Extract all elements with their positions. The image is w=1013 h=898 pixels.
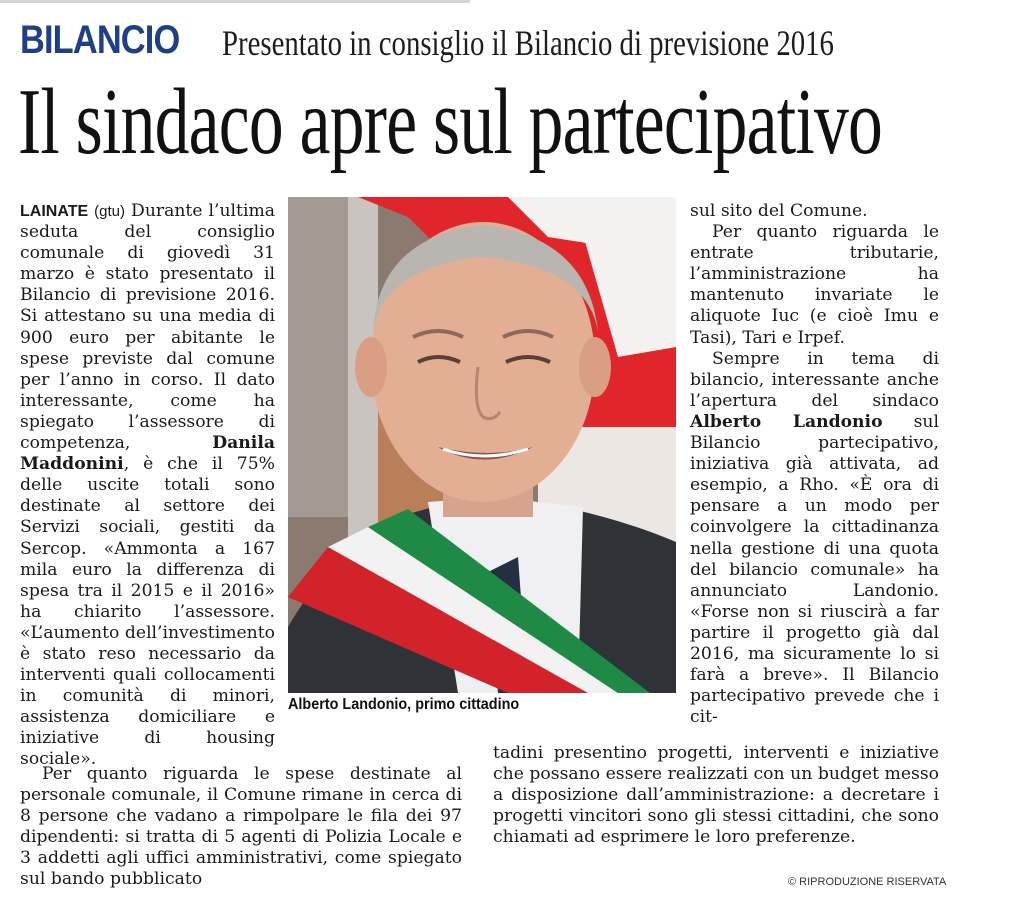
photo-caption: Alberto Landonio, primo cittadino	[288, 696, 520, 713]
column-2-lower	[493, 743, 939, 848]
paragraph-1-text: Durante l’ultima seduta del consiglio comunale di giovedì 31 marzo è stato presentato il Bilancio di previsione 2016. Si attestano su una media di 900 euro per abitante le spese previste dal comune per l’anno in corso. Il dato interessante, come ha spiegato l’assessore di competenza,	[20, 201, 275, 454]
paragraph-3-2	[690, 349, 939, 729]
paragraph-1	[20, 201, 275, 771]
person-name-landonio: Alberto Landonio	[690, 411, 883, 432]
article-photo	[288, 197, 676, 693]
portrait-image	[288, 197, 676, 693]
paragraph-1-text-cont: , è che il 75% delle uscite totali sono destinate al settore dei Servizi sociali, gestiti da Sercop. «Ammonta a 167 mila euro la differenza di spesa tra il 2015 e il 2016» ha chiarito l’assessore. «L’aumento dell’investimento è stato reso necessario da interventi quali collocamenti in comunità di minori, assistenza domiciliare e iniziative di housing sociale».	[20, 454, 275, 770]
section-kicker: BILANCIO	[20, 18, 180, 62]
dateline: LAINATE	[20, 203, 89, 220]
column-3	[690, 201, 939, 741]
paragraph-3-2-text: Sempre in tema di bilancio, interessante anche l’apertura del sindaco	[690, 348, 939, 411]
copyright-notice: © RIPRODUZIONE RISERVATA	[788, 876, 947, 888]
top-rule	[0, 0, 470, 3]
column-1	[20, 201, 275, 770]
article-headline: Il sindaco apre sul partecipativo	[18, 70, 883, 174]
paragraph-3-0: sul sito del Comune.	[690, 201, 868, 221]
paragraph-3-2-text-cont: sul Bilancio partecipativo, iniziativa già attivata, ad esempio, a Rho. «È ora di pensare a un modo per coinvolgere la cittadinanza nella gestione di una quota del bilancio comunale» ha annunciato Landonio. «Forse non si riuscirà a far partire il progetto già dal 2016, ma sicuramente lo si farà a breve». Il Bilancio partecipativo prevede che i cit-	[690, 411, 939, 728]
article-subtitle: Presentato in consiglio il Bilancio di previsione 2016	[222, 23, 834, 63]
person-name-maddonini: Danila Maddonini	[20, 433, 275, 475]
paragraph-3-1: Per quanto riguarda le entrate tributarie, l’amministrazione ha mantenuto invariate le aliquote Iuc (e cioè Imu e Tasi), Tari e Irpef.	[690, 222, 939, 348]
column-1-lower	[20, 764, 462, 891]
paragraph-continuation: tadini presentino progetti, interventi e iniziative che possano essere realizzati con un budget messo a disposizione dall’amministrazione: a decretare i progetti vincitori sono gli stessi cittadini, che sono chiamati ad esprimere le loro preferenze.	[493, 743, 939, 848]
byline: (gtu)	[94, 203, 126, 220]
paragraph-2: Per quanto riguarda le spese destinate al personale comunale, il Comune rimane in cerca di 8 persone che vadano a rimpolpare le fila dei 97 dipendenti: si tratta di 5 agenti di Polizia Locale e 3 addetti agli uffici amministrativi, come spiegato sul bando pubblicato	[20, 764, 462, 890]
